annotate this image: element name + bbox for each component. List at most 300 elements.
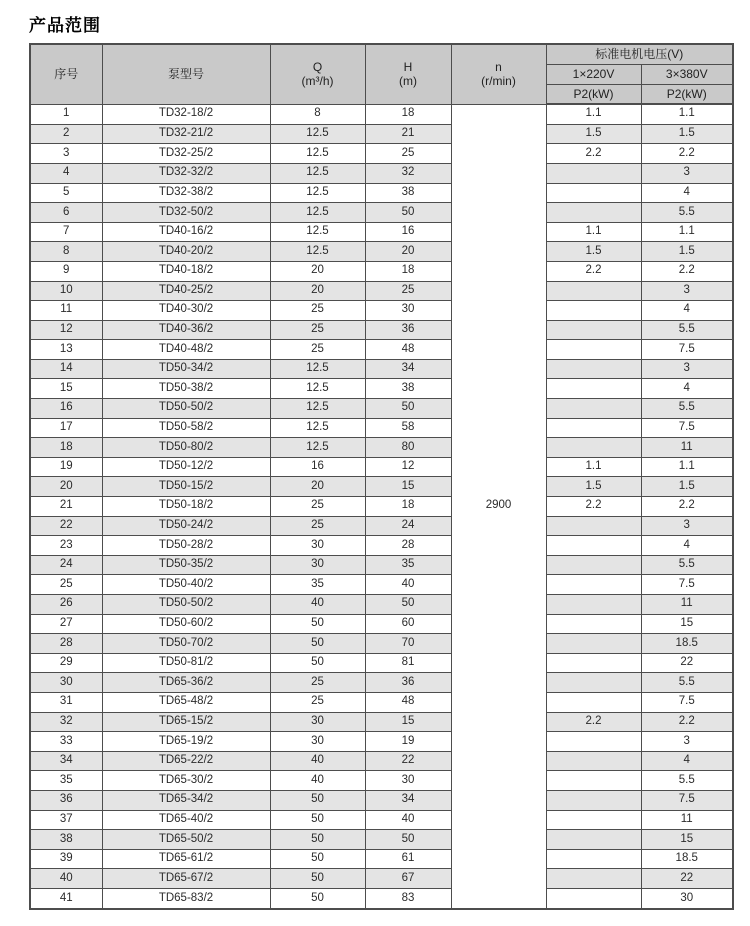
- h-cell: 58: [365, 418, 451, 438]
- serial-cell: 16: [30, 399, 102, 419]
- model-cell: TD50-81/2: [102, 653, 270, 673]
- q-cell: 50: [270, 790, 365, 810]
- q-cell: 50: [270, 634, 365, 654]
- table-row: [30, 457, 733, 477]
- model-cell: TD32-38/2: [102, 183, 270, 203]
- table-row: [30, 790, 733, 810]
- model-cell: TD32-21/2: [102, 124, 270, 144]
- model-cell: TD65-83/2: [102, 888, 270, 909]
- p2-220-cell: [546, 203, 641, 223]
- h-cell: 22: [365, 751, 451, 771]
- p2-380-cell: 1.1: [641, 222, 733, 242]
- q-cell: 12.5: [270, 399, 365, 419]
- p2-220-cell: 1.1: [546, 457, 641, 477]
- model-cell: TD65-36/2: [102, 673, 270, 693]
- p2-380-cell: 1.1: [641, 457, 733, 477]
- q-cell: 30: [270, 732, 365, 752]
- model-cell: TD50-24/2: [102, 516, 270, 536]
- q-cell: 12.5: [270, 418, 365, 438]
- h-cell: 25: [365, 281, 451, 301]
- model-cell: TD65-48/2: [102, 692, 270, 712]
- table-row: [30, 359, 733, 379]
- serial-cell: 6: [30, 203, 102, 223]
- p2-220-cell: [546, 888, 641, 909]
- serial-cell: 36: [30, 790, 102, 810]
- model-cell: TD65-22/2: [102, 751, 270, 771]
- serial-cell: 22: [30, 516, 102, 536]
- header-head-unit: (m): [399, 74, 417, 89]
- n-value-cell: 2900: [451, 104, 546, 909]
- h-cell: 81: [365, 653, 451, 673]
- serial-cell: 38: [30, 830, 102, 850]
- table-row: [30, 477, 733, 497]
- h-cell: 20: [365, 242, 451, 262]
- p2-380-cell: 2.2: [641, 144, 733, 164]
- model-cell: TD50-80/2: [102, 438, 270, 458]
- p2-380-cell: 4: [641, 379, 733, 399]
- q-cell: 25: [270, 320, 365, 340]
- model-cell: TD65-61/2: [102, 849, 270, 869]
- model-cell: TD50-38/2: [102, 379, 270, 399]
- p2-380-cell: 1.1: [641, 104, 733, 124]
- table-row: [30, 222, 733, 242]
- p2-220-cell: [546, 281, 641, 301]
- serial-cell: 37: [30, 810, 102, 830]
- h-cell: 61: [365, 849, 451, 869]
- p2-380-cell: 5.5: [641, 771, 733, 791]
- table-row: [30, 242, 733, 262]
- model-cell: TD40-30/2: [102, 301, 270, 321]
- model-cell: TD65-34/2: [102, 790, 270, 810]
- model-cell: TD40-18/2: [102, 261, 270, 281]
- p2-380-cell: 18.5: [641, 634, 733, 654]
- p2-220-cell: [546, 379, 641, 399]
- q-cell: 12.5: [270, 163, 365, 183]
- serial-cell: 19: [30, 457, 102, 477]
- table-row: [30, 771, 733, 791]
- p2-380-cell: 3: [641, 281, 733, 301]
- page-title: 产品范围: [29, 16, 101, 35]
- h-cell: 34: [365, 359, 451, 379]
- serial-cell: 40: [30, 869, 102, 889]
- p2-380-cell: 4: [641, 301, 733, 321]
- q-cell: 40: [270, 751, 365, 771]
- table-row: [30, 261, 733, 281]
- serial-cell: 33: [30, 732, 102, 752]
- p2-220-cell: [546, 536, 641, 556]
- p2-220-cell: 2.2: [546, 712, 641, 732]
- table-row: [30, 830, 733, 850]
- serial-cell: 3: [30, 144, 102, 164]
- table-header: [30, 44, 733, 104]
- serial-cell: 18: [30, 438, 102, 458]
- h-cell: 35: [365, 555, 451, 575]
- q-cell: 12.5: [270, 438, 365, 458]
- table-row: [30, 418, 733, 438]
- q-cell: 25: [270, 516, 365, 536]
- q-cell: 50: [270, 614, 365, 634]
- h-cell: 18: [365, 261, 451, 281]
- p2-380-cell: 4: [641, 183, 733, 203]
- h-cell: 16: [365, 222, 451, 242]
- p2-220-cell: [546, 340, 641, 360]
- serial-cell: 10: [30, 281, 102, 301]
- serial-cell: 35: [30, 771, 102, 791]
- h-cell: 34: [365, 790, 451, 810]
- table-row: [30, 595, 733, 615]
- model-cell: TD32-32/2: [102, 163, 270, 183]
- q-cell: 12.5: [270, 144, 365, 164]
- q-cell: 12.5: [270, 242, 365, 262]
- p2-220-cell: [546, 653, 641, 673]
- table-row: [30, 516, 733, 536]
- header-voltage-220: 1×220V: [546, 64, 641, 84]
- table-row: [30, 203, 733, 223]
- h-cell: 15: [365, 712, 451, 732]
- table-row: [30, 673, 733, 693]
- model-cell: TD50-60/2: [102, 614, 270, 634]
- h-cell: 50: [365, 399, 451, 419]
- table-row: [30, 340, 733, 360]
- table-row: [30, 751, 733, 771]
- p2-380-cell: 7.5: [641, 418, 733, 438]
- q-cell: 12.5: [270, 183, 365, 203]
- p2-220-cell: 1.1: [546, 104, 641, 124]
- q-cell: 25: [270, 497, 365, 517]
- p2-380-cell: 1.5: [641, 242, 733, 262]
- header-voltage-group: 标准电机电压(V): [546, 44, 733, 64]
- serial-cell: 32: [30, 712, 102, 732]
- q-cell: 12.5: [270, 379, 365, 399]
- p2-220-cell: 2.2: [546, 497, 641, 517]
- q-cell: 20: [270, 281, 365, 301]
- table-row: [30, 653, 733, 673]
- p2-380-cell: 30: [641, 888, 733, 909]
- header-model: 泵型号: [102, 44, 270, 104]
- p2-220-cell: [546, 438, 641, 458]
- p2-380-cell: 11: [641, 438, 733, 458]
- header-voltage-380: 3×380V: [641, 64, 733, 84]
- serial-cell: 1: [30, 104, 102, 124]
- table-row: [30, 301, 733, 321]
- model-cell: TD40-16/2: [102, 222, 270, 242]
- q-cell: 16: [270, 457, 365, 477]
- model-cell: TD65-15/2: [102, 712, 270, 732]
- p2-220-cell: [546, 575, 641, 595]
- q-cell: 50: [270, 869, 365, 889]
- p2-380-cell: 3: [641, 163, 733, 183]
- p2-380-cell: 2.2: [641, 497, 733, 517]
- p2-220-cell: [546, 692, 641, 712]
- h-cell: 30: [365, 301, 451, 321]
- p2-220-cell: [546, 614, 641, 634]
- p2-380-cell: 18.5: [641, 849, 733, 869]
- h-cell: 70: [365, 634, 451, 654]
- model-cell: TD65-67/2: [102, 869, 270, 889]
- p2-380-cell: 22: [641, 869, 733, 889]
- table-row: [30, 438, 733, 458]
- h-cell: 83: [365, 888, 451, 909]
- h-cell: 50: [365, 595, 451, 615]
- p2-220-cell: [546, 555, 641, 575]
- serial-cell: 26: [30, 595, 102, 615]
- serial-cell: 20: [30, 477, 102, 497]
- spec-table-body: [30, 104, 733, 909]
- serial-cell: 8: [30, 242, 102, 262]
- table-row: [30, 379, 733, 399]
- p2-380-cell: 7.5: [641, 575, 733, 595]
- p2-220-cell: [546, 849, 641, 869]
- table-row: [30, 124, 733, 144]
- model-cell: TD65-40/2: [102, 810, 270, 830]
- q-cell: 50: [270, 810, 365, 830]
- serial-cell: 25: [30, 575, 102, 595]
- q-cell: 12.5: [270, 124, 365, 144]
- model-cell: TD32-50/2: [102, 203, 270, 223]
- h-cell: 19: [365, 732, 451, 752]
- h-cell: 40: [365, 575, 451, 595]
- q-cell: 20: [270, 261, 365, 281]
- model-cell: TD50-12/2: [102, 457, 270, 477]
- model-cell: TD40-48/2: [102, 340, 270, 360]
- p2-220-cell: [546, 418, 641, 438]
- h-cell: 50: [365, 203, 451, 223]
- p2-220-cell: 2.2: [546, 144, 641, 164]
- model-cell: TD32-25/2: [102, 144, 270, 164]
- h-cell: 15: [365, 477, 451, 497]
- p2-220-cell: [546, 320, 641, 340]
- p2-220-cell: [546, 359, 641, 379]
- p2-220-cell: [546, 869, 641, 889]
- serial-cell: 2: [30, 124, 102, 144]
- h-cell: 80: [365, 438, 451, 458]
- q-cell: 50: [270, 830, 365, 850]
- p2-220-cell: [546, 673, 641, 693]
- p2-380-cell: 5.5: [641, 320, 733, 340]
- model-cell: TD65-19/2: [102, 732, 270, 752]
- p2-220-cell: [546, 810, 641, 830]
- p2-380-cell: 5.5: [641, 555, 733, 575]
- q-cell: 30: [270, 712, 365, 732]
- h-cell: 32: [365, 163, 451, 183]
- h-cell: 60: [365, 614, 451, 634]
- header-speed-symbol: n: [495, 59, 502, 74]
- p2-220-cell: [546, 751, 641, 771]
- q-cell: 25: [270, 673, 365, 693]
- q-cell: 25: [270, 340, 365, 360]
- serial-cell: 5: [30, 183, 102, 203]
- table-row: [30, 399, 733, 419]
- p2-380-cell: 3: [641, 359, 733, 379]
- p2-380-cell: 3: [641, 516, 733, 536]
- h-cell: 38: [365, 183, 451, 203]
- serial-cell: 13: [30, 340, 102, 360]
- h-cell: 48: [365, 692, 451, 712]
- table-row: [30, 575, 733, 595]
- p2-380-cell: 4: [641, 751, 733, 771]
- h-cell: 12: [365, 457, 451, 477]
- h-cell: 30: [365, 771, 451, 791]
- q-cell: 50: [270, 849, 365, 869]
- p2-220-cell: 1.1: [546, 222, 641, 242]
- table-row: [30, 536, 733, 556]
- p2-380-cell: 5.5: [641, 673, 733, 693]
- p2-220-cell: [546, 399, 641, 419]
- p2-380-cell: 1.5: [641, 124, 733, 144]
- model-cell: TD50-50/2: [102, 399, 270, 419]
- h-cell: 28: [365, 536, 451, 556]
- serial-cell: 28: [30, 634, 102, 654]
- q-cell: 25: [270, 692, 365, 712]
- q-cell: 35: [270, 575, 365, 595]
- header-speed: [451, 44, 546, 104]
- h-cell: 36: [365, 673, 451, 693]
- header-flow-symbol: Q: [312, 59, 323, 74]
- p2-380-cell: 3: [641, 732, 733, 752]
- table-row: [30, 281, 733, 301]
- serial-cell: 41: [30, 888, 102, 909]
- model-cell: TD40-20/2: [102, 242, 270, 262]
- p2-220-cell: [546, 301, 641, 321]
- p2-220-cell: [546, 163, 641, 183]
- model-cell: TD50-40/2: [102, 575, 270, 595]
- h-cell: 18: [365, 497, 451, 517]
- table-row: [30, 163, 733, 183]
- h-cell: 48: [365, 340, 451, 360]
- serial-cell: 30: [30, 673, 102, 693]
- model-cell: TD50-18/2: [102, 497, 270, 517]
- p2-380-cell: 11: [641, 595, 733, 615]
- p2-380-cell: 7.5: [641, 340, 733, 360]
- p2-220-cell: [546, 183, 641, 203]
- p2-380-cell: 5.5: [641, 399, 733, 419]
- q-cell: 50: [270, 888, 365, 909]
- h-cell: 21: [365, 124, 451, 144]
- serial-cell: 24: [30, 555, 102, 575]
- serial-cell: 11: [30, 301, 102, 321]
- h-cell: 25: [365, 144, 451, 164]
- model-cell: TD65-50/2: [102, 830, 270, 850]
- model-cell: TD65-30/2: [102, 771, 270, 791]
- q-cell: 40: [270, 771, 365, 791]
- model-cell: TD50-28/2: [102, 536, 270, 556]
- header-head: [365, 44, 451, 104]
- table-row: [30, 104, 733, 124]
- serial-cell: 29: [30, 653, 102, 673]
- p2-220-cell: [546, 771, 641, 791]
- model-cell: TD50-58/2: [102, 418, 270, 438]
- q-cell: 40: [270, 595, 365, 615]
- serial-cell: 9: [30, 261, 102, 281]
- serial-cell: 31: [30, 692, 102, 712]
- model-cell: TD50-50/2: [102, 595, 270, 615]
- q-cell: 30: [270, 555, 365, 575]
- q-cell: 20: [270, 477, 365, 497]
- p2-380-cell: 15: [641, 614, 733, 634]
- table-row: [30, 732, 733, 752]
- table-row: [30, 320, 733, 340]
- serial-cell: 27: [30, 614, 102, 634]
- header-p2-220: P2(kW): [546, 84, 641, 104]
- q-cell: 8: [270, 104, 365, 124]
- serial-cell: 34: [30, 751, 102, 771]
- header-serial: 序号: [30, 44, 102, 104]
- h-cell: 50: [365, 830, 451, 850]
- serial-cell: 14: [30, 359, 102, 379]
- p2-380-cell: 2.2: [641, 261, 733, 281]
- table-row: [30, 869, 733, 889]
- h-cell: 18: [365, 104, 451, 124]
- header-flow: [270, 44, 365, 104]
- model-cell: TD32-18/2: [102, 104, 270, 124]
- serial-cell: 15: [30, 379, 102, 399]
- p2-220-cell: [546, 595, 641, 615]
- p2-220-cell: 1.5: [546, 477, 641, 497]
- p2-220-cell: [546, 516, 641, 536]
- table-row: [30, 888, 733, 909]
- p2-220-cell: 1.5: [546, 124, 641, 144]
- q-cell: 12.5: [270, 203, 365, 223]
- serial-cell: 39: [30, 849, 102, 869]
- p2-380-cell: 7.5: [641, 790, 733, 810]
- q-cell: 50: [270, 653, 365, 673]
- serial-cell: 23: [30, 536, 102, 556]
- table-row: [30, 810, 733, 830]
- model-cell: TD50-34/2: [102, 359, 270, 379]
- model-cell: TD50-35/2: [102, 555, 270, 575]
- model-cell: TD50-15/2: [102, 477, 270, 497]
- h-cell: 24: [365, 516, 451, 536]
- serial-cell: 21: [30, 497, 102, 517]
- table-row: [30, 614, 733, 634]
- header-speed-unit: (r/min): [481, 74, 516, 89]
- p2-220-cell: 1.5: [546, 242, 641, 262]
- h-cell: 38: [365, 379, 451, 399]
- table-row: [30, 183, 733, 203]
- model-cell: TD40-36/2: [102, 320, 270, 340]
- p2-220-cell: [546, 732, 641, 752]
- serial-cell: 7: [30, 222, 102, 242]
- q-cell: 30: [270, 536, 365, 556]
- p2-380-cell: 1.5: [641, 477, 733, 497]
- product-range-table: [29, 43, 734, 910]
- serial-cell: 17: [30, 418, 102, 438]
- table-row: [30, 712, 733, 732]
- p2-220-cell: [546, 634, 641, 654]
- header-flow-unit: (m³/h): [301, 74, 334, 89]
- p2-380-cell: 5.5: [641, 203, 733, 223]
- p2-220-cell: 2.2: [546, 261, 641, 281]
- p2-220-cell: [546, 790, 641, 810]
- q-cell: 12.5: [270, 222, 365, 242]
- p2-220-cell: [546, 830, 641, 850]
- header-head-symbol: H: [403, 59, 413, 74]
- h-cell: 36: [365, 320, 451, 340]
- model-cell: TD50-70/2: [102, 634, 270, 654]
- h-cell: 40: [365, 810, 451, 830]
- h-cell: 67: [365, 869, 451, 889]
- serial-cell: 12: [30, 320, 102, 340]
- p2-380-cell: 22: [641, 653, 733, 673]
- q-cell: 25: [270, 301, 365, 321]
- table-row: [30, 692, 733, 712]
- table-row: [30, 555, 733, 575]
- table-row: [30, 144, 733, 164]
- p2-380-cell: 15: [641, 830, 733, 850]
- header-p2-380: P2(kW): [641, 84, 733, 104]
- serial-cell: 4: [30, 163, 102, 183]
- p2-380-cell: 7.5: [641, 692, 733, 712]
